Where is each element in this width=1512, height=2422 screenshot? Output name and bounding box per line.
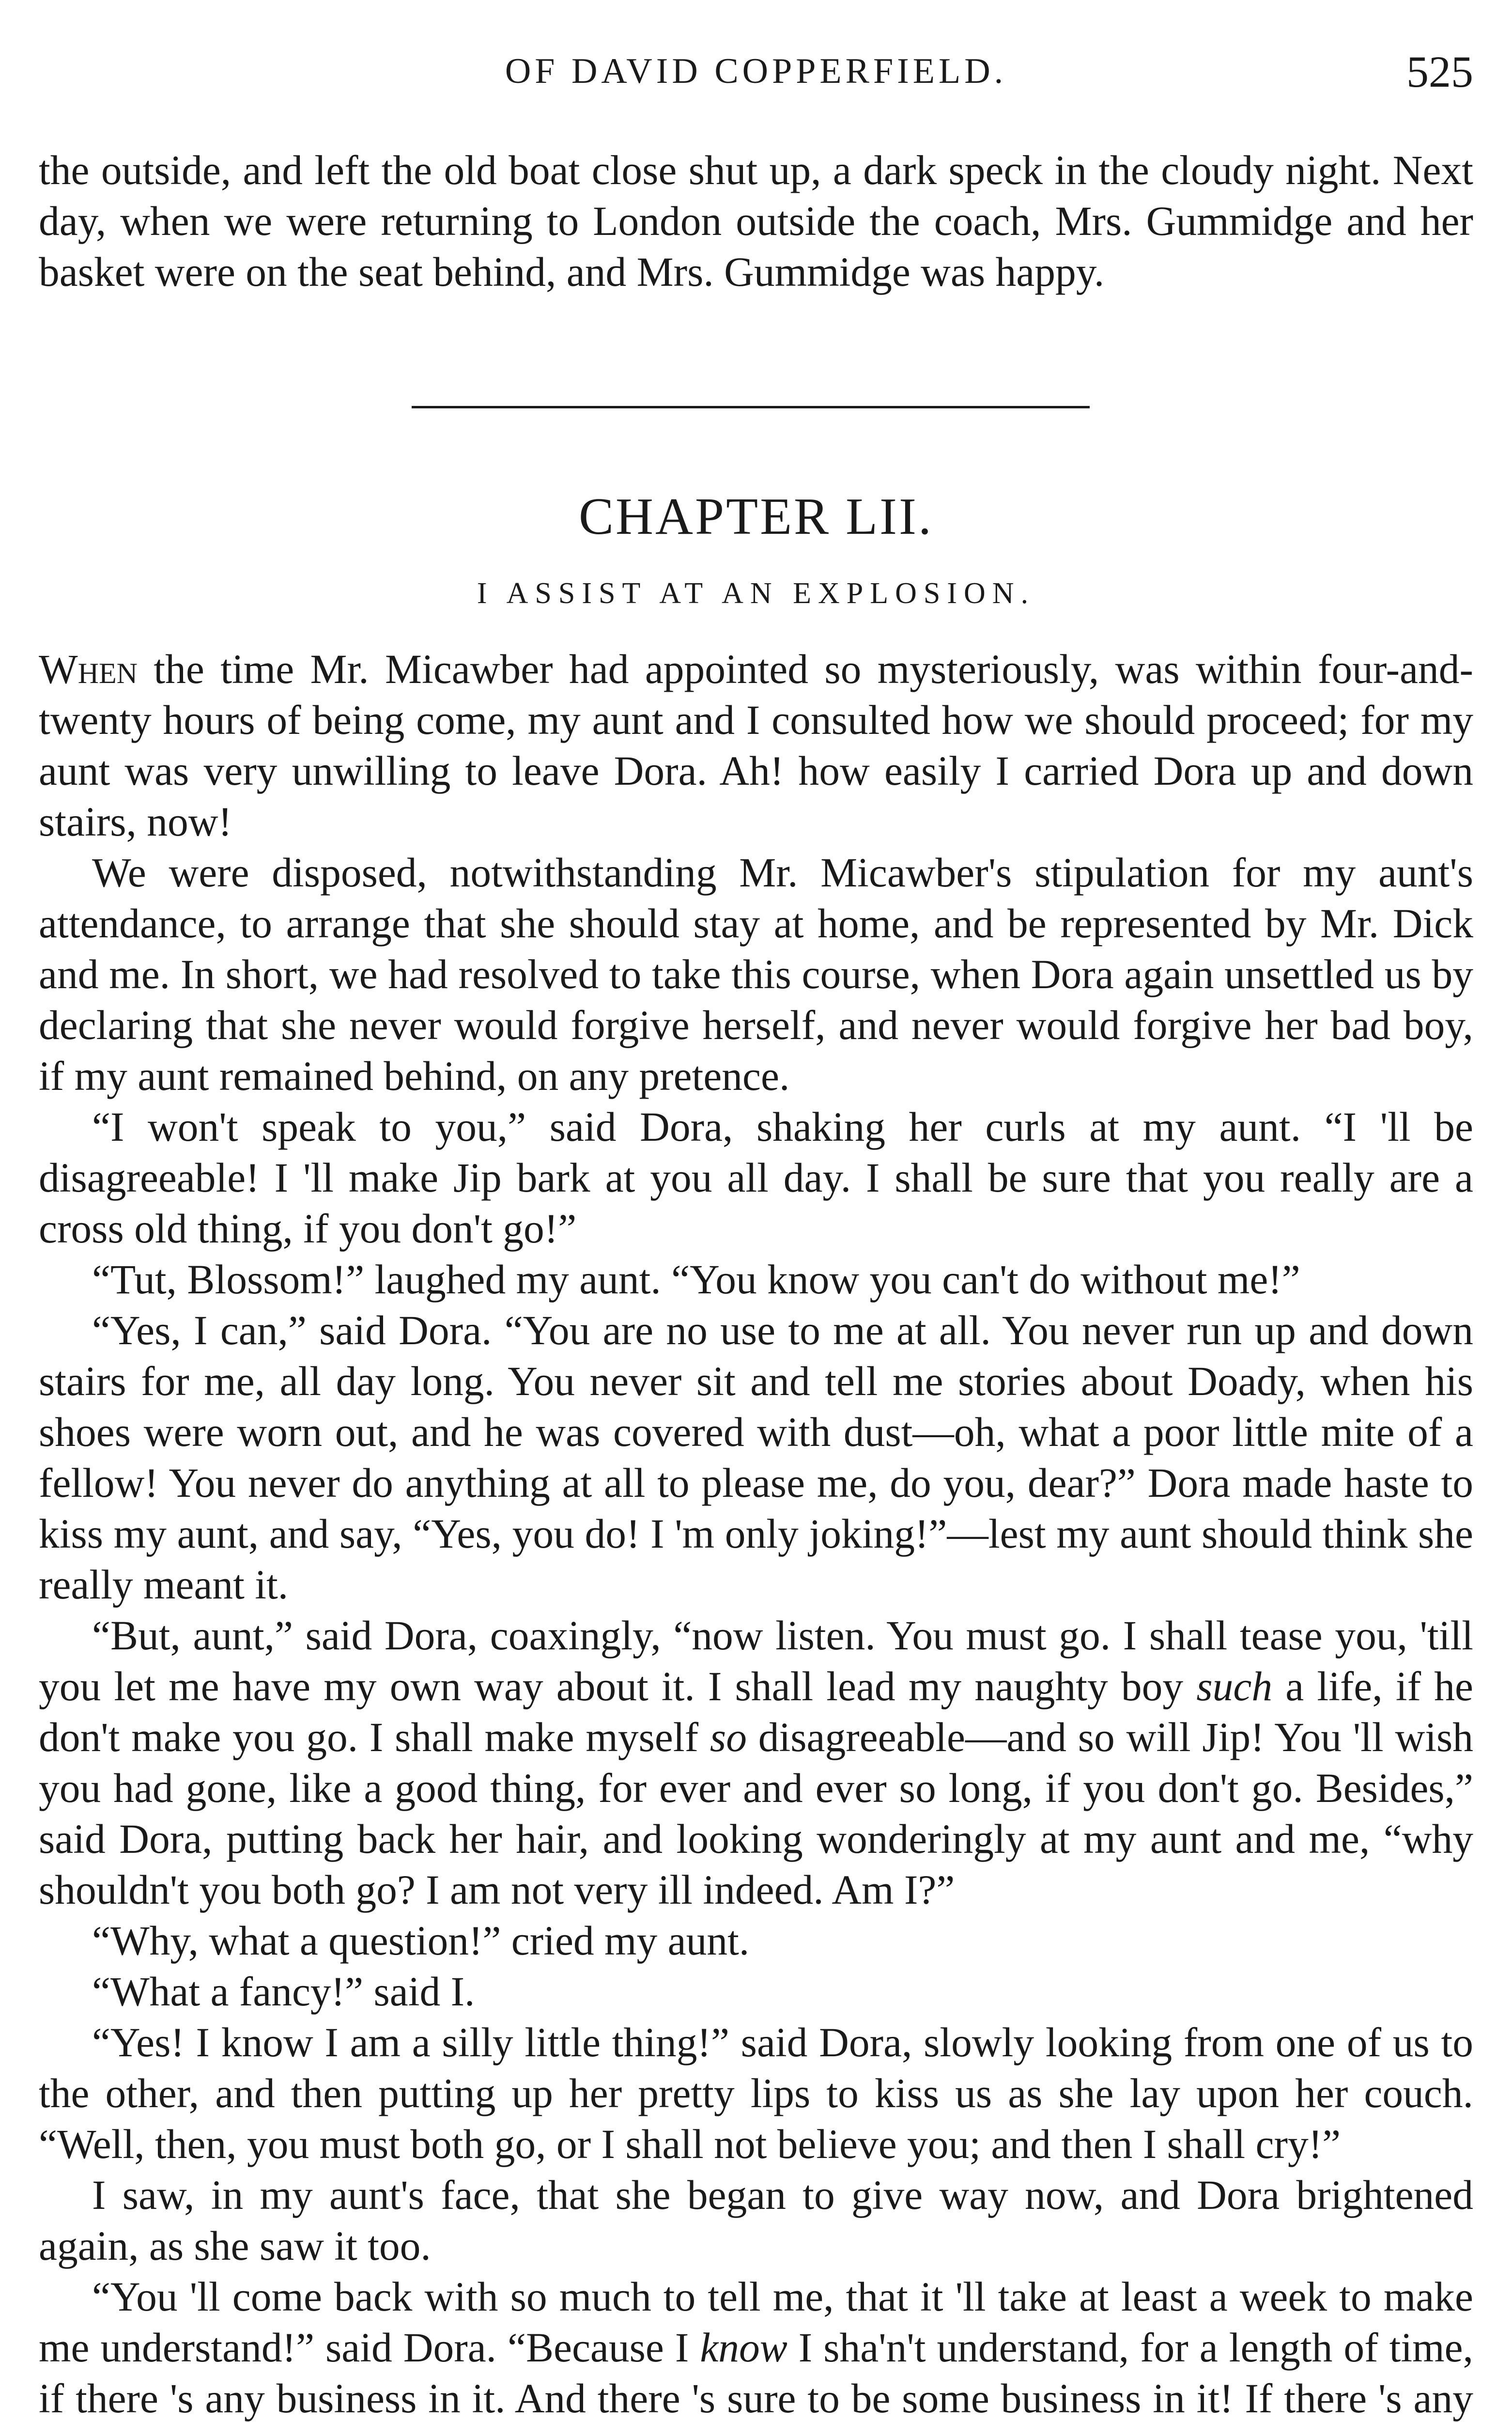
paragraph-1 xyxy=(39,644,1473,848)
paragraph-6 xyxy=(39,1611,1473,1916)
paragraph-3: “I won't speak to you,” said Dora, shaking her curls at my aunt. “I 'll be disagreeable! I 'll make Jip bark at you all day. I shall be sure that you really are a cross old thing, if you don't go!” xyxy=(39,1104,1473,1252)
opening-paragraph: the outside, and left the old boat close shut up, a dark speck in the cloudy night. Next day, when we were returning to London outside the coach, Mrs. Gummidge and her basket were on the seat behind, and Mrs. Gummidge was happy. xyxy=(39,148,1473,295)
paragraph-5: “Yes, I can,” said Dora. “You are no use to me at all. You never run up and down stairs for me, all day long. You never sit and tell me stories about Doady, when his shoes were worn out, and he was covered with dust—oh, what a poor little mite of a fellow! You never do anything at all to please me, do you, dear?” Dora made haste to kiss my aunt, and say, “Yes, you do! I 'm only joking!”—lest my aunt should think she really meant it. xyxy=(39,1308,1473,1608)
drop-word: When xyxy=(39,647,138,692)
paragraph-6-part-a: “But, aunt,” said Dora, coaxingly, “now listen. You must go. I shall tease you, 'till you let me have my own way about it. I shall lead my naughty boy xyxy=(39,1613,1473,1709)
previous-chapter-ending xyxy=(39,145,1473,298)
paragraph-10: I saw, in my aunt's face, that she began to give way now, and Dora brightened again, as she saw it too. xyxy=(39,2173,1473,2269)
paragraph-4: “Tut, Blossom!” laughed my aunt. “You know you can't do without me!” xyxy=(92,1257,1300,1303)
paragraph-11 xyxy=(39,2272,1473,2422)
paragraph-7: “Why, what a question!” cried my aunt. xyxy=(92,1918,750,1964)
paragraph-8: “What a fancy!” said I. xyxy=(92,1969,475,2015)
italic-know: know xyxy=(700,2325,787,2371)
italic-so: so xyxy=(710,1715,747,1760)
chapter-heading: CHAPTER LII. xyxy=(579,488,933,545)
paragraph-6-part-c: disagreeable—and so will Jip! You 'll wish you had gone, like a good thing, for ever and ever so long, if you don't go. Besides,” said Dora, putting back her hair, and looking wonderingly at my aunt and me, “why shouldn't you both go? I am not very ill indeed. Am I?” xyxy=(39,1715,1474,1913)
chapter-subtitle: I ASSIST AT AN EXPLOSION. xyxy=(477,577,1035,610)
running-head xyxy=(39,46,1473,104)
italic-such: such xyxy=(1196,1664,1273,1709)
running-title: OF DAVID COPPERFIELD. xyxy=(505,51,1007,91)
paragraph-6-part-b: a life, if he don't make you go. I shall make myself xyxy=(39,1664,1473,1760)
paragraph-11-part-b: I sha'n't understand, for a length of time, if there 's any business in it. And there 's sure to be some business in it! If there 's any xyxy=(39,2325,1473,2422)
paragraph-9: “Yes! I know I am a silly little thing!” said Dora, slowly looking from one of us to the other, and then putting up her pretty lips to kiss us as she lay upon her couch. “Well, then, you must both go, or I shall not believe you; and then I shall cry!” xyxy=(39,2020,1473,2167)
page-number: 525 xyxy=(1406,47,1473,96)
paragraph-11-part-a: “You 'll come back with so much to tell me, that it 'll take at least a week to make me understand!” said Dora. “Because I xyxy=(39,2274,1473,2371)
paragraph-2: We were disposed, notwithstanding Mr. Micawber's stipulation for my aunt's attendance, to arrange that she should stay at home, and be represented by Mr. Dick and me. In short, we had resolved to take this course, when Dora again unsettled us by declaring that she never would forgive herself, and never would forgive her bad boy, if my aunt remained behind, on any pretence. xyxy=(39,850,1473,1099)
chapter-divider-rule xyxy=(412,406,1090,408)
chapter-body xyxy=(39,644,1473,2422)
paragraph-1-text: the time Mr. Micawber had appointed so mysteriously, was within four-and-twenty hours of being come, my aunt and I consulted how we should proceed; for my aunt was very unwilling to leave Dora. Ah! how easily I carried Dora up and down stairs, now! xyxy=(39,647,1473,845)
